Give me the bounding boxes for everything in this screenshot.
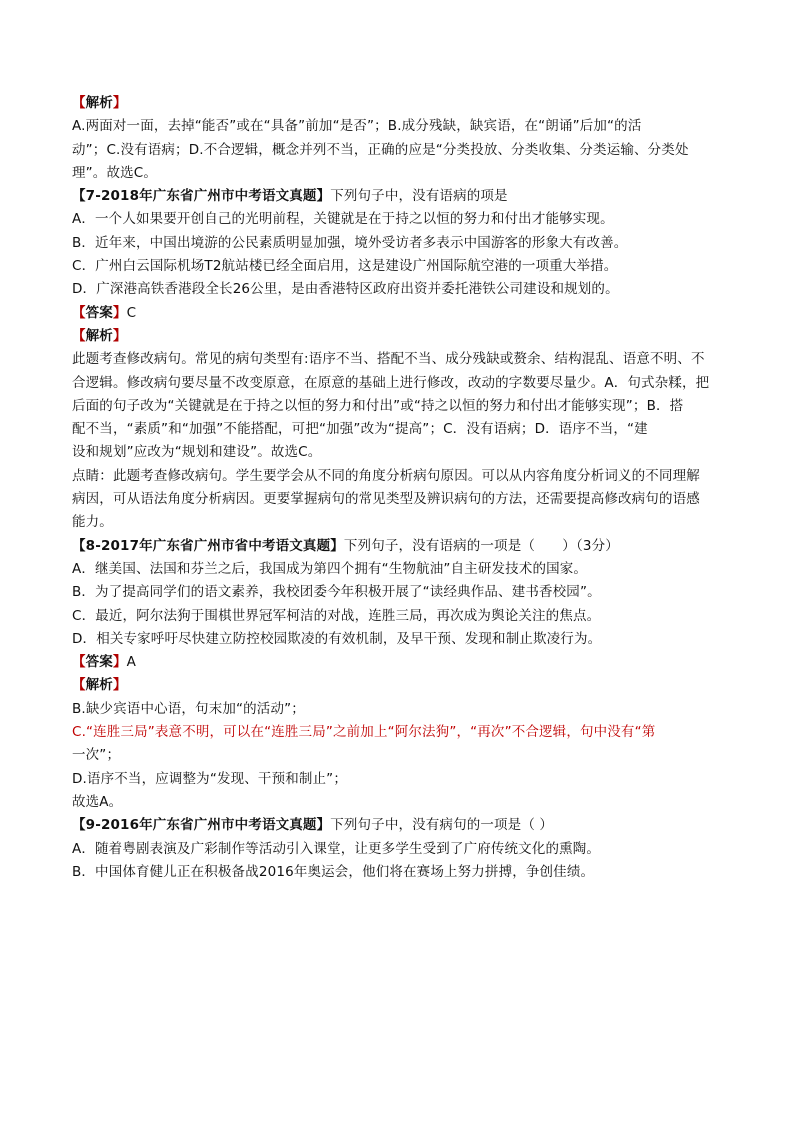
question-source: 8-2017年广东省广州市省中考语文真题 — [85, 537, 331, 554]
analysis-text-highlight: C.“连胜三局”表意不明，可以在“连胜三局”之前加上“阿尔法狗”，“再次”不合逻辑，句中没有“第 — [72, 724, 656, 741]
document-page — [72, 92, 724, 884]
answer-line: 【答案】A — [72, 654, 137, 671]
question-stem: 下列句子中，没有语病的项是 — [330, 188, 508, 205]
option-d: D．相关专家呼吁尽快建立防控校园欺凌的有效机制，及早干预、发现和制止欺凌行为。 — [72, 630, 602, 647]
option-a: A．继美国、法国和芬兰之后，我国成为第四个拥有“生物航油”自主研发技术的国家。 — [72, 560, 588, 577]
question-stem: 下列句子中，没有病句的一项是（ ） — [330, 817, 554, 834]
analysis-text: 后面的句子改为“关键就是在于持之以恒的努力和付出”或“持之以恒的努力和付出才能够实现”；B．搭 — [72, 397, 684, 414]
analysis-label: 解析 — [85, 677, 113, 694]
option-d: D．广深港高铁香港段全长26公里，是由香港特区政府出资并委托港铁公司建设和规划的。 — [72, 281, 619, 298]
analysis-text: B.缺少宾语中心语，句末加“的活动”； — [72, 700, 305, 717]
option-b: B．近年来，中国出境游的公民素质明显加强，境外受访者多表示中国游客的形象大有改善。 — [72, 234, 628, 251]
question-7-stem: 【7-2018年广东省广州市中考语文真题】下列句子中，没有语病的项是 — [72, 188, 508, 205]
analysis-text: 设和规划”应改为“规划和建设”。故选C。 — [72, 444, 322, 461]
option-a: A．随着粤剧表演及广彩制作等活动引入课堂，让更多学生受到了广府传统文化的熏陶。 — [72, 840, 601, 857]
analysis-text: 动”；C.没有语病；D.不合逻辑，概念并列不当，正确的应是“分类投放、分类收集、分类运输、分类处 — [72, 141, 689, 158]
analysis-heading: 【解析】 — [72, 95, 127, 111]
option-a: A．一个人如果要开创自己的光明前程，关键就是在于持之以恒的努力和付出才能够实现。 — [72, 211, 614, 228]
analysis-heading: 【解析】 — [72, 677, 127, 694]
analysis-text: 理”。故选C。 — [72, 164, 157, 181]
analysis-conclusion: 故选A。 — [72, 793, 123, 810]
analysis-text: 病因，可从语法角度分析病因。更要掌握病句的常见类型及辨识病句的方法，还需要提高修改病句的语感 — [72, 491, 700, 508]
analysis-text: A.两面对一面，去掉“能否”或在“具备”前加“是否”；B.成分残缺，缺宾语，在“朗诵”后加“的活 — [72, 118, 642, 135]
analysis-text: 一次”； — [72, 747, 121, 764]
analysis-text: 合逻辑。修改病句要尽量不改变原意，在原意的基础上进行修改，改动的字数要尽量少。A．句式杂糅，把 — [72, 374, 710, 391]
option-b: B．中国体育健儿正在积极备战2016年奥运会，他们将在赛场上努力拼搏，争创佳绩。 — [72, 863, 595, 880]
answer-line: 【答案】C — [72, 304, 137, 321]
analysis-text: 能力。 — [72, 514, 113, 531]
option-c: C．广州白云国际机场T2航站楼已经全面启用，这是建设广州国际航空港的一项重大举措。 — [72, 258, 618, 275]
answer-value: A — [126, 654, 137, 671]
analysis-text: D.语序不当，应调整为“发现、干预和制止”； — [72, 770, 347, 787]
question-source: 9-2016年广东省广州市中考语文真题 — [85, 817, 317, 834]
analysis-label: 解析 — [85, 327, 113, 344]
option-c: C．最近，阿尔法狗于围棋世界冠军柯洁的对战，连胜三局，再次成为舆论关注的焦点。 — [72, 607, 601, 624]
answer-label: 答案 — [85, 654, 113, 671]
analysis-heading: 【解析】 — [72, 327, 127, 344]
question-8-stem: 【8-2017年广东省广州市省中考语文真题】下列句子，没有语病的一项是（ ）（3分） — [72, 537, 619, 554]
question-source: 7-2018年广东省广州市中考语文真题 — [85, 188, 317, 205]
option-b: B．为了提高同学们的语文素养，我校团委今年积极开展了“读经典作品、建书香校园”。 — [72, 584, 601, 601]
answer-label: 答案 — [85, 304, 113, 321]
analysis-text: 此题考查修改病句。常见的病句类型有:语序不当、搭配不当、成分残缺或赘余、结构混乱、语意不明、不 — [72, 351, 705, 368]
question-stem: 下列句子，没有语病的一项是（ ）（3分） — [343, 537, 619, 554]
answer-value: C — [126, 304, 137, 321]
analysis-label: 解析 — [85, 95, 113, 111]
analysis-text: 配不当，“素质”和“加强”不能搭配，可把“加强”改为“提高”；C．没有语病；D．语序不当，“建 — [72, 421, 648, 438]
analysis-text: 点睛：此题考查修改病句。学生要学会从不同的角度分析病句原因。可以从内容角度分析词义的不同理解 — [72, 467, 700, 484]
question-9-stem: 【9-2016年广东省广州市中考语文真题】下列句子中，没有病句的一项是（ ） — [72, 817, 554, 834]
